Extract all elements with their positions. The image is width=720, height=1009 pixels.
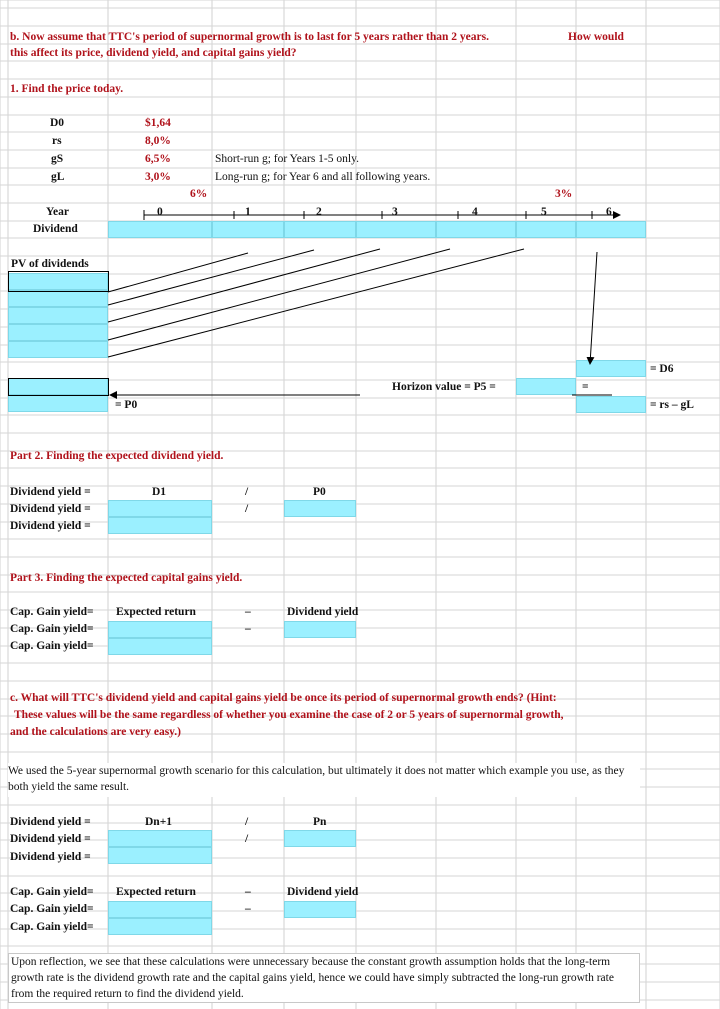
c-minus-1: – [245,886,251,898]
cap-gain-label-1: Cap. Gain yield= [10,606,94,618]
c-expected-return-header: Expected return [116,886,196,898]
note-c: We used the 5-year supernormal growth scenario for this calculation, but ultimately it does not matter which example you use, as they both yield the same result. [8,763,640,797]
part2-title: Part 2. Finding the expected dividend yield. [10,450,224,462]
rate-short: 6% [190,188,208,200]
div-yield-label-1: Dividend yield = [10,486,91,498]
slash-2: / [245,503,249,515]
d6-arrow [590,252,597,364]
pv-label: PV of dividends [11,258,89,270]
gs-value: 6,5% [145,153,171,165]
year-4: 4 [472,206,478,218]
dividend-yield-header: Dividend yield [287,606,359,618]
slash-1: / [245,486,249,498]
discount-line-2 [108,250,314,305]
c-minus-2: – [245,903,251,915]
gl-label: gL [51,171,65,183]
c-slash-1: / [245,816,249,828]
d1-label: D1 [152,486,167,498]
c-dividend-yield-header: Dividend yield [287,886,359,898]
year-3: 3 [392,206,398,218]
pn-label: Pn [313,816,327,828]
question-b-line1-tail: How would [568,31,624,43]
gs-note: Short-run g; for Years 1-5 only. [215,153,359,165]
discount-line-4 [108,249,450,340]
d6-label: = D6 [650,363,674,375]
rs-minus-gl-label: = rs – gL [650,399,694,411]
minus-1: – [245,606,251,618]
step1-title: 1. Find the price today. [10,83,124,95]
question-b-line1: b. Now assume that TTC's period of supernormal growth is to last for 5 years rather than 2 years. [10,31,489,43]
question-c-line1: c. What will TTC's dividend yield and capital gains yield be once its period of supernormal growth ends? (Hint: [10,692,557,704]
dn1-label: Dn+1 [145,816,173,828]
expected-return-header: Expected return [116,606,196,618]
year-5: 5 [541,206,547,218]
c-div-yield-label-3: Dividend yield = [10,851,91,863]
year-1: 1 [245,206,251,218]
question-c-line3: and the calculations are very easy.) [10,726,181,738]
question-c-line2: These values will be the same regardless of whether you examine the case of 2 or 5 years of supernormal growth, [14,709,564,721]
year-2: 2 [316,206,322,218]
part3-title: Part 3. Finding the expected capital gains yield. [10,572,243,584]
discount-line-5 [108,249,524,357]
horizon-label: Horizon value = P5 = [392,381,496,393]
minus-2: – [245,623,251,635]
year-0: 0 [157,206,163,218]
gl-note: Long-run g; for Year 6 and all following years. [215,171,431,183]
question-b-line2: this affect its price, dividend yield, and capital gains yield? [10,47,297,59]
discount-line-3 [108,249,380,322]
cap-gain-label-3: Cap. Gain yield= [10,640,94,652]
c-cap-gain-label-3: Cap. Gain yield= [10,921,94,933]
c-cap-gain-label-2: Cap. Gain yield= [10,903,94,915]
d0-value: $1,64 [145,117,171,129]
c-cap-gain-label-1: Cap. Gain yield= [10,886,94,898]
reflection-note: Upon reflection, we see that these calculations were unnecessary because the constant growth assumption holds that the long-term growth rate is the dividend growth rate and the capital gains yield, hence we could have simply subtracted the long-run growth rate from the required return to find the dividend yield. [8,953,640,1003]
p0-label: = P0 [115,399,138,411]
c-div-yield-label-2: Dividend yield = [10,833,91,845]
c-slash-2: / [245,833,249,845]
dividend-label: Dividend [33,223,78,235]
equals-sign: = [582,381,589,393]
c-div-yield-label-1: Dividend yield = [10,816,91,828]
gl-value: 3,0% [145,171,171,183]
rate-long: 3% [555,188,573,200]
year-6: 6 [606,206,612,218]
year-label: Year [46,206,69,218]
p0-header: P0 [313,486,326,498]
rs-label: rs [52,135,62,147]
div-yield-label-2: Dividend yield = [10,503,91,515]
cap-gain-label-2: Cap. Gain yield= [10,623,94,635]
d0-label: D0 [50,117,65,129]
rs-value: 8,0% [145,135,171,147]
gs-label: gS [51,153,64,165]
div-yield-label-3: Dividend yield = [10,520,91,532]
